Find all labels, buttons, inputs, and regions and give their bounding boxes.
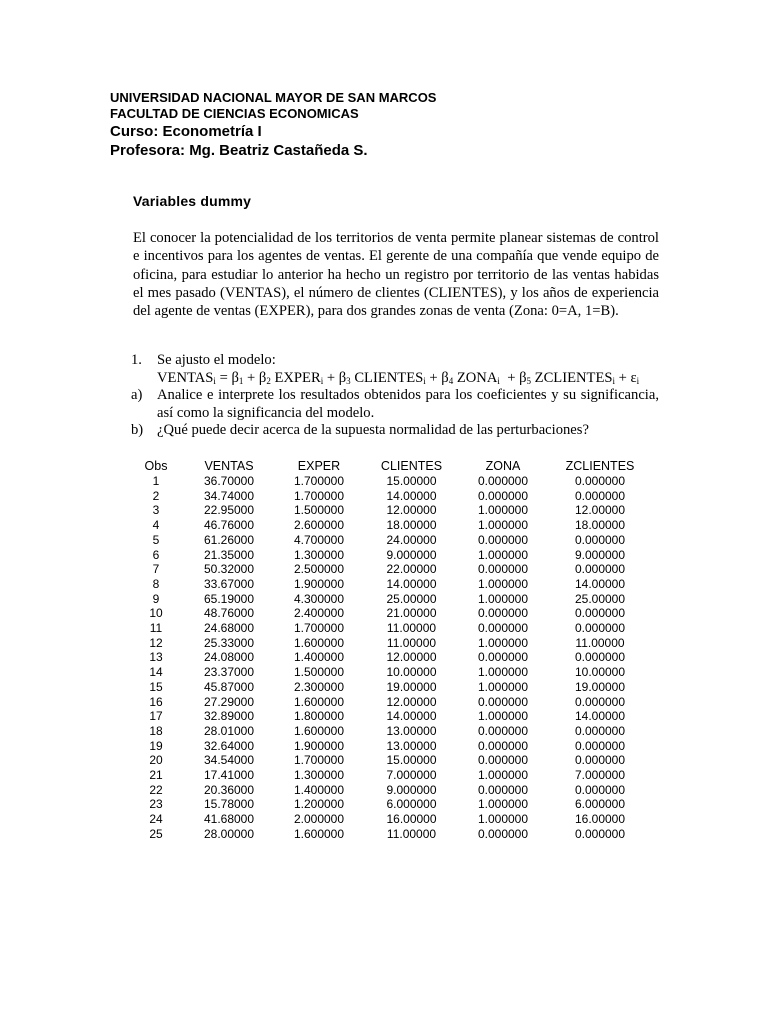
table-cell: 1.500000 [293,503,345,518]
table-cell: 1.000000 [477,503,529,518]
table-cell: 45.87000 [203,679,255,694]
data-table [128,457,653,842]
table-cell: 21 [149,768,163,783]
table-row [128,592,653,607]
table-cell: 46.76000 [203,518,255,533]
table-cell: 15.78000 [203,797,255,812]
table-cell: 2.000000 [293,812,345,827]
table-cell: 1.600000 [293,826,345,841]
table-cell: 14.00000 [386,576,437,591]
faculty-name: FACULTAD DE CIENCIAS ECONOMICAS [110,106,359,121]
table-row [128,474,653,489]
section-title: Variables dummy [133,193,252,209]
table-cell: 14.00000 [574,709,626,724]
table-cell: 5 [152,532,160,547]
table-cell: 1.000000 [477,591,529,606]
table-cell: 18.00000 [574,518,626,533]
table-cell: 1.000000 [477,635,529,650]
table-cell: 0.000000 [477,650,529,665]
table-cell: 2.300000 [293,679,345,694]
table-cell: 22.00000 [386,562,437,577]
table-cell: 21.35000 [203,547,255,562]
table-row [128,709,653,724]
question-a-label: a) [131,387,143,404]
table-cell: 9.000000 [386,782,437,797]
table-row [128,724,653,739]
table-cell: 25.00000 [574,591,626,606]
table-cell: 1.400000 [293,650,345,665]
column-header-obs: Obs [144,458,168,473]
table-cell: 0.000000 [574,532,626,547]
professor-name: Profesora: Mg. Beatriz Castañeda S. [110,142,368,159]
table-cell: 10 [149,606,163,621]
table-row [128,577,653,592]
question-a-text: Analice e interprete los resultados obtenidos para los coeficientes y su significancia, así como la significancia del modelo. [157,387,659,421]
table-cell: 14.00000 [574,576,626,591]
table-cell: 1.300000 [293,547,345,562]
table-cell: 1.300000 [293,768,345,783]
table-cell: 10.00000 [386,665,437,680]
table-row [128,606,653,621]
question-b-text: ¿Qué puede decir acerca de la supuesta normalidad de las perturbaciones? [157,422,589,439]
table-cell: 20 [149,753,163,768]
table-cell: 1.000000 [477,576,529,591]
table-cell: 0.000000 [574,694,626,709]
table-cell: 11.00000 [386,635,437,650]
university-name: UNIVERSIDAD NACIONAL MAYOR DE SAN MARCOS [110,90,437,105]
table-row [128,548,653,563]
table-cell: 0.000000 [477,606,529,621]
table-cell: 0.000000 [574,621,626,636]
table-cell: 11.00000 [386,826,437,841]
table-row [128,489,653,504]
table-cell: 13 [149,650,163,665]
table-cell: 23.37000 [203,665,255,680]
table-cell: 65.19000 [203,591,255,606]
table-cell: 41.68000 [203,812,255,827]
regression-model-equation: $VENTAS_i = \beta_1 + \beta_2$ $EXPER_i + \beta_3$ $CLIENTES_i + \beta_4$ $ZONA_i + \beta_5$ $ZCLIENTES_i + \varepsilon_i$ [157,369,640,386]
table-cell: 0.000000 [477,782,529,797]
table-cell: 0.000000 [574,488,626,503]
table-cell: 12.00000 [386,694,437,709]
table-cell: 1.600000 [293,694,345,709]
table-cell: 0.000000 [477,753,529,768]
table-cell: 28.01000 [203,723,255,738]
table-cell: 0.000000 [477,738,529,753]
table-cell: 25.00000 [386,591,437,606]
table-cell: 18.00000 [386,518,437,533]
question-1 [131,352,659,370]
table-cell: 0.000000 [477,474,529,488]
table-row [128,827,653,842]
table-cell: 14.00000 [386,709,437,724]
table-cell: 0.000000 [574,738,626,753]
table-cell: 10.00000 [574,665,626,680]
table-cell: 0.000000 [477,562,529,577]
table-cell: 14 [149,665,163,680]
table-cell: 0.000000 [574,650,626,665]
table-cell: 22.95000 [203,503,255,518]
table-cell: 1.800000 [293,709,345,724]
table-cell: 4.300000 [293,591,345,606]
table-cell: 6.000000 [574,797,626,812]
questions-list [131,352,659,440]
table-cell: 17 [149,709,163,724]
table-cell: 12 [149,635,163,650]
table-row [128,636,653,651]
table-cell: 1.700000 [293,474,345,488]
table-cell: 34.74000 [203,488,255,503]
table-cell: 6 [152,547,160,562]
table-cell: 1.000000 [477,665,529,680]
table-cell: 1.000000 [477,709,529,724]
table-row [128,695,653,710]
table-cell: 19 [149,738,163,753]
table-cell: 1.000000 [477,547,529,562]
table-row [128,503,653,518]
table-cell: 19.00000 [574,679,626,694]
table-cell: 0.000000 [574,826,626,841]
column-header-clientes: CLIENTES [380,458,443,473]
table-cell: 16.00000 [574,812,626,827]
table-cell: 1.000000 [477,518,529,533]
table-cell: 13.00000 [386,723,437,738]
table-cell: 1.400000 [293,782,345,797]
table-cell: 16.00000 [386,812,437,827]
table-cell: 7.000000 [574,768,626,783]
intro-paragraph: El conocer la potencialidad de los territorios de venta permite planear sistemas de control e incentivos para los agentes de ventas. El gerente de una compañía que vende equipo de oficina, para estudiar lo anterior ha hecho un registro por territorio de las ventas habidas el mes pasado (VENTAS), el número de clientes (CLIENTES), y los años de experiencia del agente de ventas (EXPER), para dos grandes zonas de venta (Zona: 0=A, 1=B). [133,230,659,320]
table-cell: 0.000000 [477,532,529,547]
table-cell: 19.00000 [386,679,437,694]
table-cell: 21.00000 [386,606,437,621]
table-row [128,665,653,680]
table-cell: 1.000000 [477,797,529,812]
table-cell: 27.29000 [203,694,255,709]
column-header-ventas: VENTAS [204,458,254,473]
table-row [128,650,653,665]
table-cell: 2.400000 [293,606,345,621]
table-cell: 9.000000 [574,547,626,562]
table-cell: 32.89000 [203,709,255,724]
question-b [131,422,659,440]
question-b-label: b) [131,422,144,439]
table-cell: 8 [152,576,160,591]
table-cell: 9 [152,591,160,606]
table-cell: 1.700000 [293,621,345,636]
table-cell: 11 [149,621,163,636]
table-cell: 6.000000 [386,797,437,812]
table-cell: 11.00000 [386,621,437,636]
table-cell: 1.900000 [293,738,345,753]
table-cell: 12.00000 [386,503,437,518]
table-cell: 16 [149,694,163,709]
table-cell: 9.000000 [386,547,437,562]
table-cell: 0.000000 [574,753,626,768]
table-cell: 0.000000 [477,488,529,503]
table-cell: 4.700000 [293,532,345,547]
table-cell: 36.70000 [203,474,255,488]
table-cell: 1.000000 [477,812,529,827]
table-row [128,797,653,812]
table-row [128,562,653,577]
question-1-text: Se ajusto el modelo: [157,352,276,368]
document-header [110,90,436,160]
table-cell: 0.000000 [477,826,529,841]
table-cell: 1 [152,474,160,488]
table-cell: 2.500000 [293,562,345,577]
table-row [128,812,653,827]
table-row [128,783,653,798]
table-cell: 7.000000 [386,768,437,783]
table-cell: 0.000000 [574,723,626,738]
table-cell: 1.000000 [477,679,529,694]
table-row [128,533,653,548]
table-cell: 1.700000 [293,488,345,503]
table-row [128,768,653,783]
table-cell: 7 [152,562,160,577]
table-cell: 24 [149,812,163,827]
table-cell: 20.36000 [203,782,255,797]
table-cell: 50.32000 [203,562,255,577]
table-cell: 0.000000 [574,474,626,488]
table-cell: 24.08000 [203,650,255,665]
table-cell: 0.000000 [477,723,529,738]
table-cell: 3 [152,503,160,518]
table-cell: 1.600000 [293,635,345,650]
table-cell: 15 [149,679,163,694]
table-cell: 14.00000 [386,488,437,503]
table-cell: 0.000000 [477,621,529,636]
table-cell: 25 [149,826,163,841]
table-cell: 32.64000 [203,738,255,753]
table-cell: 25.33000 [203,635,255,650]
column-header-exper: EXPER [297,458,341,473]
table-body [128,474,653,842]
table-cell: 17.41000 [203,768,255,783]
course-title: Curso: Econometría I [110,123,262,140]
column-header-zclientes: ZCLIENTES [565,458,635,473]
table-row [128,753,653,768]
table-cell: 1.500000 [293,665,345,680]
table-cell: 1.900000 [293,576,345,591]
table-row [128,621,653,636]
table-cell: 22 [149,782,163,797]
table-cell: 1.600000 [293,723,345,738]
table-cell: 28.00000 [203,826,255,841]
table-cell: 33.67000 [203,576,255,591]
table-cell: 12.00000 [386,650,437,665]
table-cell: 2.600000 [293,518,345,533]
table-row [128,739,653,754]
table-cell: 24.00000 [386,532,437,547]
table-cell: 12.00000 [574,503,626,518]
table-cell: 0.000000 [574,782,626,797]
table-cell: 15.00000 [386,474,437,488]
table-cell: 34.54000 [203,753,255,768]
table-cell: 2 [152,488,160,503]
table-cell: 18 [149,723,163,738]
table-cell: 11.00000 [575,635,625,650]
question-1-number: 1. [131,352,142,368]
table-cell: 15.00000 [386,753,437,768]
table-cell: 0.000000 [477,694,529,709]
table-cell: 13.00000 [386,738,437,753]
table-row [128,680,653,695]
table-cell: 23 [149,797,163,812]
table-header-row [128,457,653,474]
question-a [131,387,659,422]
table-cell: 1.000000 [477,768,529,783]
table-cell: 1.200000 [293,797,345,812]
table-cell: 4 [152,518,160,533]
table-cell: 24.68000 [203,621,255,636]
table-cell: 48.76000 [203,606,255,621]
table-cell: 0.000000 [574,606,626,621]
table-row [128,518,653,533]
table-cell: 61.26000 [203,532,255,547]
table-cell: 0.000000 [574,562,626,577]
table-cell: 1.700000 [293,753,345,768]
column-header-zona: ZONA [485,458,521,473]
